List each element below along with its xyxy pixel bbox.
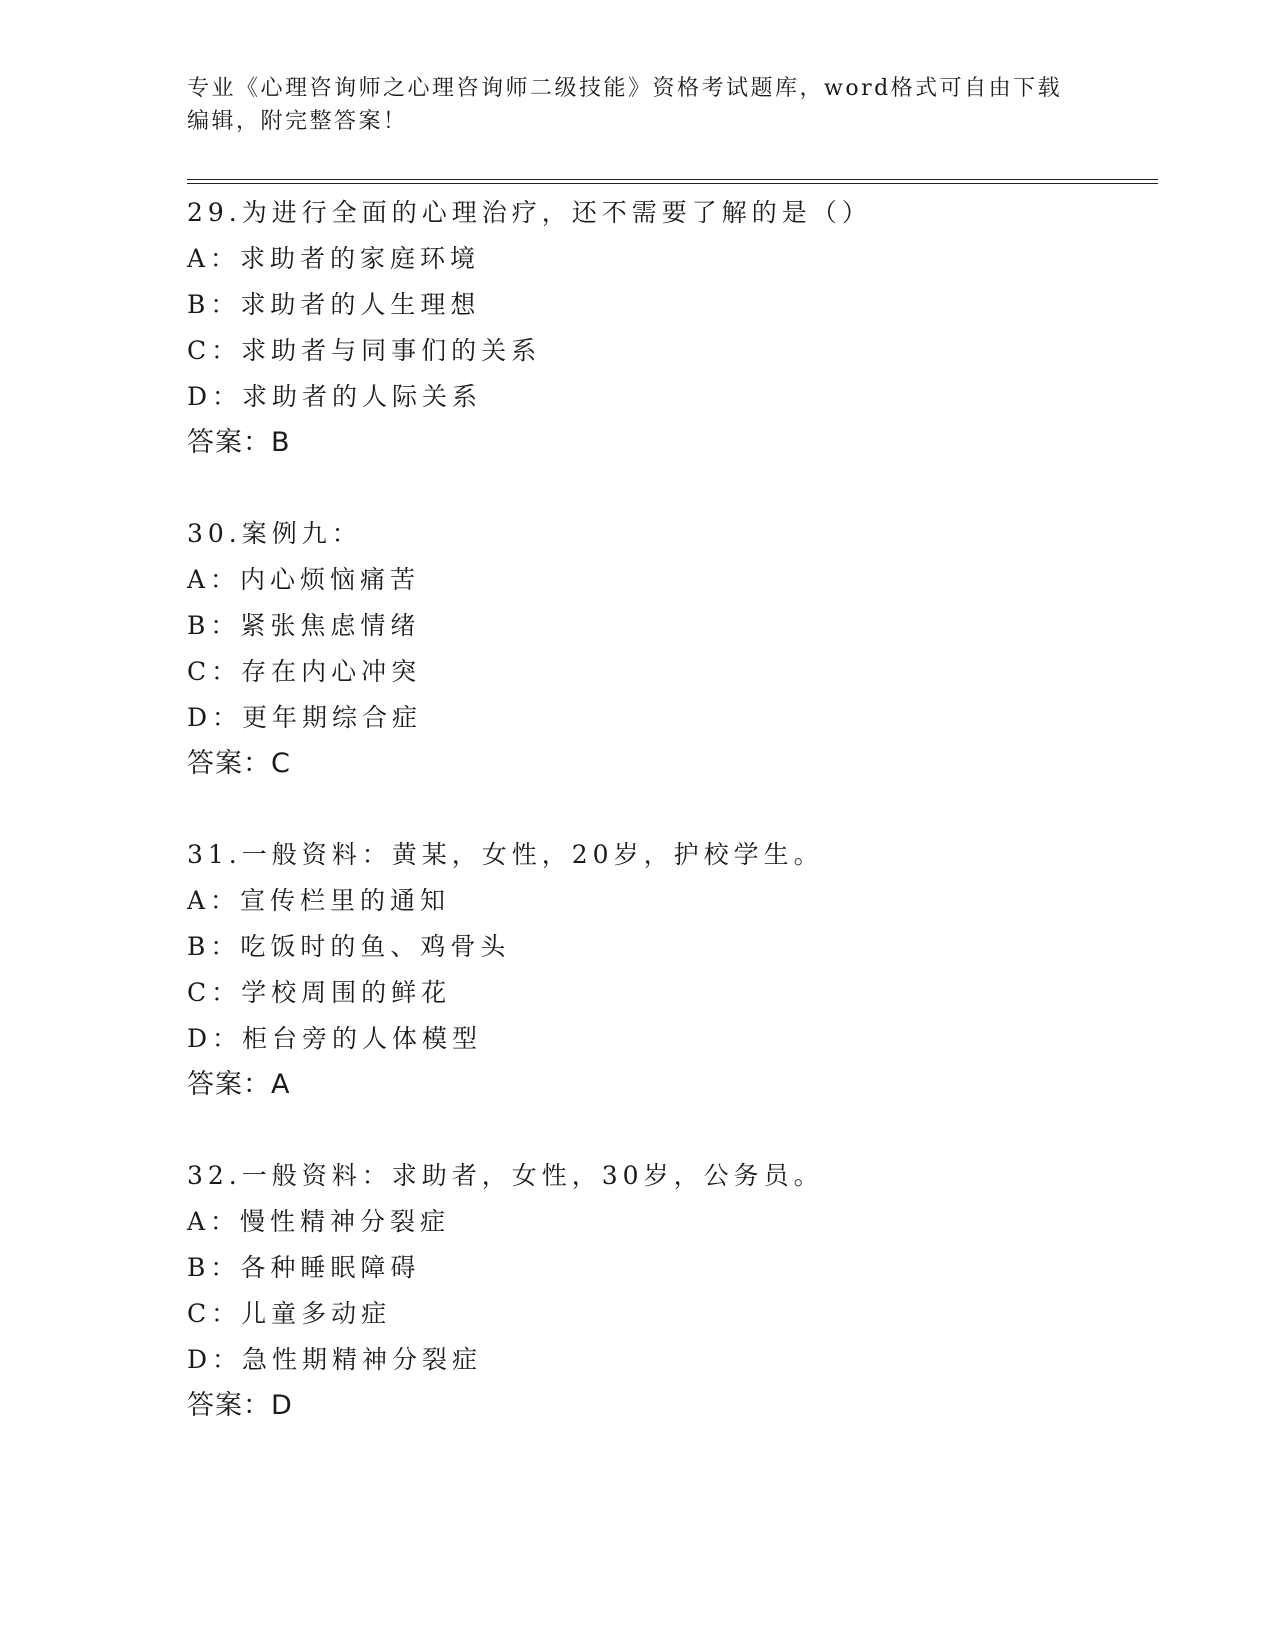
option-d: D：更年期综合症 [187,703,423,732]
option-c: C：求助者与同事们的关系 [187,336,542,365]
question-stem: 29.为进行全面的心理治疗，还不需要了解的是（） [187,198,872,227]
question-stem: 31.一般资料：黄某，女性，20岁，护校学生。 [187,840,824,869]
header-divider [187,179,1158,184]
question-stem: 30.案例九： [187,519,362,548]
document-header [187,72,1087,138]
option-b: B：吃饭时的鱼、鸡骨头 [187,932,511,961]
option-a: A：内心烦恼痛苦 [187,565,421,594]
header-line-2: 编辑，附完整答案！ [187,109,408,134]
option-d: D：急性期精神分裂症 [187,1345,483,1374]
option-c: C：儿童多动症 [187,1299,392,1328]
option-c: C：学校周围的鲜花 [187,978,452,1007]
question-31 [187,832,1157,1108]
question-list [187,190,1157,1474]
question-29 [187,190,1157,466]
question-stem: 32.一般资料：求助者，女性，30岁，公务员。 [187,1161,824,1190]
option-a: A：宣传栏里的通知 [187,886,451,915]
option-b: B：紧张焦虑情绪 [187,611,421,640]
option-a: A：慢性精神分裂症 [187,1207,451,1236]
answer-label: 答案：B [187,427,291,458]
answer-label: 答案：D [187,1390,293,1421]
option-d: D：求助者的人际关系 [187,382,483,411]
header-line-1: 专业《心理咨询师之心理咨询师二级技能》资格考试题库，word格式可自由下载 [187,76,1063,101]
answer-label: 答案：C [187,748,291,779]
option-d: D：柜台旁的人体模型 [187,1024,483,1053]
option-a: A：求助者的家庭环境 [187,244,481,273]
option-c: C：存在内心冲突 [187,657,422,686]
answer-label: 答案：A [187,1069,291,1100]
option-b: B：求助者的人生理想 [187,290,481,319]
option-b: B：各种睡眠障碍 [187,1253,421,1282]
question-32 [187,1153,1157,1429]
question-30 [187,511,1157,787]
